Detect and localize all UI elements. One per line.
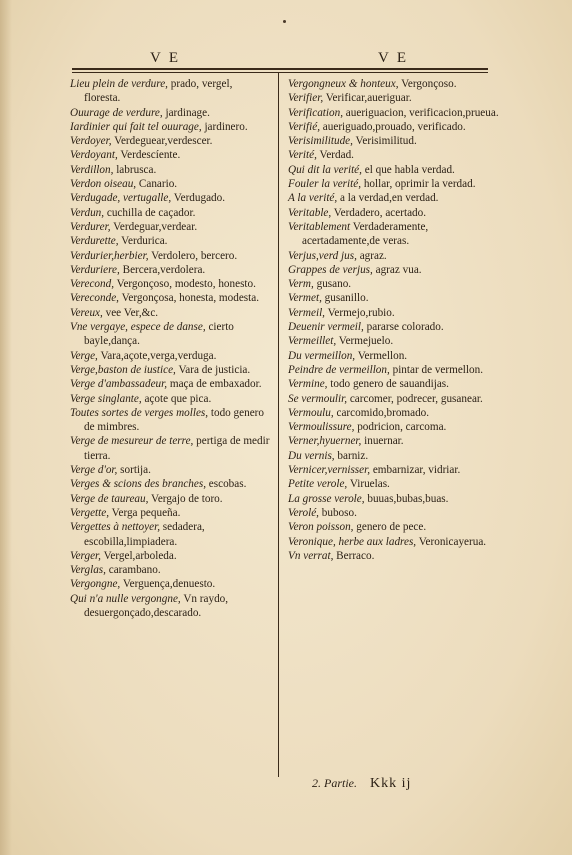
entry-term: Verm, bbox=[288, 278, 314, 291]
entry-term: Se vermoulir, bbox=[288, 392, 348, 405]
entry-definition: jardinage. bbox=[162, 106, 210, 119]
entry-definition: gusanillo. bbox=[321, 292, 369, 305]
entry-definition: labrusca. bbox=[113, 163, 157, 176]
entry-definition: Verga pequeña. bbox=[109, 506, 181, 519]
entry-term: Verglas, bbox=[70, 564, 106, 577]
dictionary-entry bbox=[70, 177, 270, 191]
part-label: 2. Partie. bbox=[312, 776, 357, 790]
entry-definition: Veronicayerua. bbox=[416, 535, 487, 548]
dictionary-entry bbox=[288, 320, 504, 334]
entry-term: Vermine, bbox=[288, 378, 328, 391]
entry-term: Verges & scions des branches, bbox=[70, 478, 206, 491]
entry-definition: barniz. bbox=[334, 449, 369, 462]
dictionary-entry bbox=[288, 291, 504, 305]
entry-term: Verdillon, bbox=[70, 163, 114, 176]
entry-term: Verifié, bbox=[288, 120, 320, 133]
entry-term: Verisimilitude, bbox=[288, 135, 353, 148]
entry-term: Verge de mesureur de terre, bbox=[70, 435, 194, 448]
entry-term: Verge, bbox=[70, 349, 98, 362]
entry-definition: Verdurica. bbox=[118, 235, 168, 248]
entry-definition: Vara de justicia. bbox=[175, 363, 251, 376]
entry-definition: buboso. bbox=[318, 506, 357, 519]
dictionary-entry bbox=[70, 349, 270, 363]
entry-definition: Vergonçoso. bbox=[398, 78, 457, 90]
dictionary-entry bbox=[70, 134, 270, 148]
entry-definition: genero de pece. bbox=[353, 521, 427, 534]
dictionary-entry bbox=[70, 148, 270, 162]
entry-definition: aueriguacion, verificacion,prueua. bbox=[343, 106, 499, 119]
dictionary-entry bbox=[70, 592, 270, 621]
dictionary-entry bbox=[70, 206, 270, 220]
entry-term: Verjus,verd jus, bbox=[288, 249, 357, 262]
entry-definition: Verdescíente. bbox=[117, 149, 181, 162]
entry-definition: Verguença,denuesto. bbox=[120, 578, 216, 591]
entry-term: Deuenir vermeil, bbox=[288, 321, 364, 334]
dictionary-entry bbox=[288, 477, 504, 491]
entry-term: Verner,hyuerner, bbox=[288, 435, 362, 448]
entry-definition: todo genero de mimbres. bbox=[84, 406, 264, 434]
dictionary-entry bbox=[70, 477, 270, 491]
entry-definition: pararse colorado. bbox=[363, 321, 444, 334]
entry-term: Du vermeillon, bbox=[288, 349, 356, 362]
entry-definition: Verdaderamente, acertadamente,de veras. bbox=[302, 220, 429, 248]
entry-term: Vne vergaye, espece de danse, bbox=[70, 321, 206, 334]
dictionary-entry bbox=[70, 306, 270, 320]
dictionary-entry bbox=[288, 163, 504, 177]
entry-term: Verge,baston de iustice, bbox=[70, 363, 176, 376]
dictionary-entry bbox=[288, 492, 504, 506]
dictionary-entry bbox=[288, 220, 504, 249]
entry-definition: carcomido,bromado. bbox=[333, 406, 430, 419]
entry-term: Verdoyant, bbox=[70, 149, 118, 162]
entry-definition: Vergajo de toro. bbox=[148, 492, 223, 505]
entry-definition: Verdad. bbox=[316, 149, 354, 162]
entry-term: Verdon oiseau, bbox=[70, 178, 137, 191]
dictionary-entry bbox=[288, 306, 504, 320]
entry-term: Vergette, bbox=[70, 506, 110, 519]
entry-definition: pertiga de medir tierra. bbox=[84, 435, 270, 462]
entry-term: Vermet, bbox=[288, 292, 322, 305]
entry-definition: Verisimilitud. bbox=[352, 135, 417, 148]
running-head-right: VE bbox=[378, 50, 414, 66]
dictionary-entry bbox=[288, 420, 504, 434]
dictionary-entry bbox=[70, 434, 270, 463]
entry-term: Verge singlante, bbox=[70, 392, 142, 405]
dictionary-entry bbox=[70, 291, 270, 305]
dictionary-entry bbox=[70, 577, 270, 591]
entry-definition: Verdeguear,verdescer. bbox=[111, 135, 213, 148]
dictionary-entry bbox=[288, 406, 504, 420]
dictionary-entry bbox=[70, 392, 270, 406]
dictionary-entry bbox=[70, 220, 270, 234]
entry-definition: cuchilla de caçador. bbox=[104, 206, 196, 219]
entry-definition: Berraco. bbox=[333, 549, 375, 562]
entry-term: Verdurette, bbox=[70, 235, 119, 248]
entry-term: Vermeillet, bbox=[288, 335, 337, 348]
entry-definition: carcomer, podrecer, gusanear. bbox=[347, 392, 483, 405]
dictionary-entry bbox=[70, 263, 270, 277]
entry-definition: pintar de vermellon. bbox=[389, 363, 483, 376]
entry-definition: Vn raydo, desuergonçado,descarado. bbox=[84, 592, 229, 619]
entry-definition: Verdeguar,verdear. bbox=[110, 220, 198, 233]
entry-term: Ouurage de verdure, bbox=[70, 106, 163, 119]
dictionary-entry bbox=[288, 91, 504, 105]
right-column bbox=[288, 77, 504, 563]
entry-definition: hollar, oprimir la verdad. bbox=[361, 178, 476, 191]
dictionary-entry bbox=[288, 191, 504, 205]
entry-term: Fouler la verité, bbox=[288, 178, 362, 191]
dictionary-entry bbox=[70, 191, 270, 205]
entry-term: Petite verole, bbox=[288, 478, 348, 491]
dictionary-entry bbox=[70, 277, 270, 291]
entry-term: Vereux, bbox=[70, 306, 103, 319]
signature-mark: Kkk ij bbox=[370, 776, 412, 791]
entry-definition: Vergonçosa, honesta, modesta. bbox=[118, 292, 260, 305]
entry-term: Verdun, bbox=[70, 206, 105, 219]
entry-definition: prado, vergel, floresta. bbox=[84, 78, 233, 105]
entry-definition: podricion, carcoma. bbox=[354, 421, 447, 434]
dictionary-entry bbox=[288, 206, 504, 220]
dictionary-entry bbox=[70, 492, 270, 506]
running-head-left: VE bbox=[150, 50, 186, 66]
entry-term: Verduriere, bbox=[70, 263, 120, 276]
dictionary-entry bbox=[288, 148, 504, 162]
entry-term: Vergettes à nettoyer, bbox=[70, 521, 160, 534]
entry-term: A la verité, bbox=[288, 192, 338, 205]
entry-definition: agraz vua. bbox=[372, 263, 422, 276]
entry-definition: inuernar. bbox=[361, 435, 404, 448]
entry-definition: Bercera,verdolera. bbox=[119, 263, 206, 276]
page-footer bbox=[312, 776, 411, 792]
entry-definition: Verdugado. bbox=[171, 192, 226, 205]
dictionary-entry bbox=[288, 334, 504, 348]
entry-definition: Vermejuelo. bbox=[336, 335, 394, 348]
dictionary-entry bbox=[70, 377, 270, 391]
dictionary-entry bbox=[288, 277, 504, 291]
entry-term: Verolé, bbox=[288, 506, 319, 519]
entry-term: Vergongneux & honteux, bbox=[288, 78, 399, 90]
entry-definition: Vermejo,rubio. bbox=[324, 306, 395, 319]
entry-definition: a la verdad,en verdad. bbox=[337, 192, 439, 205]
dictionary-entry bbox=[288, 106, 504, 120]
header-rule-top bbox=[72, 68, 488, 70]
entry-definition: cierto bayle,dança. bbox=[84, 321, 234, 348]
dictionary-entry bbox=[288, 134, 504, 148]
entry-term: Vermoulu, bbox=[288, 406, 334, 419]
header-rule-bottom bbox=[72, 72, 488, 73]
entry-term: Du vernis, bbox=[288, 449, 335, 462]
entry-term: Veronique, herbe aux ladres, bbox=[288, 535, 417, 548]
entry-term: Vereconde, bbox=[70, 292, 119, 305]
dictionary-entry bbox=[288, 463, 504, 477]
dictionary-entry bbox=[70, 563, 270, 577]
entry-definition: aueriguado,prouado, verificado. bbox=[320, 120, 466, 133]
entry-term: Vergongne, bbox=[70, 578, 121, 591]
entry-term: Verdurer, bbox=[70, 220, 111, 233]
entry-definition: Vermellon. bbox=[355, 349, 408, 362]
entry-definition: Canario. bbox=[136, 178, 178, 191]
dictionary-entry bbox=[288, 177, 504, 191]
entry-term: Iardinier qui fait tel ouurage, bbox=[70, 120, 202, 133]
dictionary-entry bbox=[70, 120, 270, 134]
top-dot bbox=[283, 20, 286, 23]
entry-term: Vn verrat, bbox=[288, 549, 334, 562]
entry-term: Verge d'or, bbox=[70, 464, 118, 477]
dictionary-entry bbox=[70, 549, 270, 563]
entry-term: Qui n'a nulle vergongne, bbox=[70, 592, 181, 605]
entry-term: Verification, bbox=[288, 106, 343, 119]
entry-term: Veritablement bbox=[288, 220, 351, 233]
entry-term: Verge d'ambassadeur, bbox=[70, 378, 168, 391]
entry-definition: açote que pica. bbox=[141, 392, 212, 405]
entry-term: Veron poisson, bbox=[288, 521, 354, 534]
dictionary-entry bbox=[288, 377, 504, 391]
dictionary-entry bbox=[288, 506, 504, 520]
entry-definition: Verdolero, bercero. bbox=[148, 249, 238, 262]
entry-definition: Viruelas. bbox=[347, 478, 390, 491]
entry-definition: vee Ver,&c. bbox=[102, 306, 159, 319]
entry-definition: carambano. bbox=[105, 564, 161, 577]
dictionary-entry bbox=[70, 463, 270, 477]
entry-definition: el que habla verdad. bbox=[361, 163, 455, 176]
dictionary-entry bbox=[70, 506, 270, 520]
entry-term: Verecond, bbox=[70, 278, 115, 291]
entry-definition: maça de embaxador. bbox=[167, 378, 262, 391]
entry-term: Verge de taureau, bbox=[70, 492, 149, 505]
dictionary-entry bbox=[70, 163, 270, 177]
dictionary-entry bbox=[288, 449, 504, 463]
entry-definition: agraz. bbox=[356, 249, 387, 262]
entry-definition: sortija. bbox=[117, 464, 151, 477]
entry-definition: buuas,bubas,buas. bbox=[364, 492, 449, 505]
entry-term: Lieu plein de verdure, bbox=[70, 78, 168, 90]
entry-term: Peindre de vermeillon, bbox=[288, 363, 390, 376]
entry-term: Verger, bbox=[70, 549, 101, 562]
entry-term: Verdurier,herbier, bbox=[70, 249, 149, 262]
dictionary-entry bbox=[70, 320, 270, 349]
entry-term: Verdugade, vertugalle, bbox=[70, 192, 172, 205]
entry-definition: Verificar,aueriguar. bbox=[323, 92, 412, 105]
entry-definition: Vergel,arboleda. bbox=[100, 549, 177, 562]
entry-definition: gusano. bbox=[313, 278, 352, 291]
dictionary-entry bbox=[70, 520, 270, 549]
dictionary-entry bbox=[288, 363, 504, 377]
entry-term: Toutes sortes de verges molles, bbox=[70, 406, 209, 419]
entry-term: Vernicer,vernisser, bbox=[288, 464, 371, 477]
entry-term: Vermoulissure, bbox=[288, 421, 355, 434]
entry-definition: Vara,açote,verga,verduga. bbox=[97, 349, 217, 362]
entry-definition: escobas. bbox=[206, 478, 247, 491]
dictionary-entry bbox=[288, 549, 504, 563]
dictionary-entry bbox=[288, 392, 504, 406]
dictionary-entry bbox=[288, 263, 504, 277]
dictionary-entry bbox=[70, 249, 270, 263]
entry-term: Verifier, bbox=[288, 92, 324, 105]
dictionary-entry bbox=[288, 249, 504, 263]
dictionary-entry bbox=[288, 535, 504, 549]
dictionary-entry bbox=[288, 349, 504, 363]
entry-definition: Vergonçoso, modesto, honesto. bbox=[114, 278, 256, 291]
dictionary-entry bbox=[70, 234, 270, 248]
entry-term: Qui dit la verité, bbox=[288, 163, 362, 176]
entry-term: Vermeil, bbox=[288, 306, 325, 319]
dictionary-entry bbox=[288, 120, 504, 134]
dictionary-entry bbox=[288, 77, 504, 91]
dictionary-entry bbox=[288, 520, 504, 534]
dictionary-entry bbox=[70, 406, 270, 435]
dictionary-entry bbox=[70, 77, 270, 106]
dictionary-entry bbox=[70, 363, 270, 377]
left-column bbox=[70, 77, 270, 620]
entry-term: La grosse verole, bbox=[288, 492, 365, 505]
entry-term: Grappes de verjus, bbox=[288, 263, 373, 276]
entry-definition: embarnizar, vidriar. bbox=[370, 464, 461, 477]
dictionary-entry bbox=[288, 434, 504, 448]
entry-term: Veritable, bbox=[288, 206, 332, 219]
entry-term: Verdoyer, bbox=[70, 135, 112, 148]
page-edge-shadow bbox=[0, 0, 12, 855]
entry-term: Verité, bbox=[288, 149, 317, 162]
entry-definition: jardinero. bbox=[201, 120, 248, 133]
entry-definition: todo genero de sauandijas. bbox=[327, 378, 449, 391]
column-separator bbox=[278, 72, 279, 777]
dictionary-entry bbox=[70, 106, 270, 120]
entry-definition: Verdadero, acertado. bbox=[331, 206, 427, 219]
entry-definition: sedadera, escobilla,limpiadera. bbox=[84, 521, 205, 548]
